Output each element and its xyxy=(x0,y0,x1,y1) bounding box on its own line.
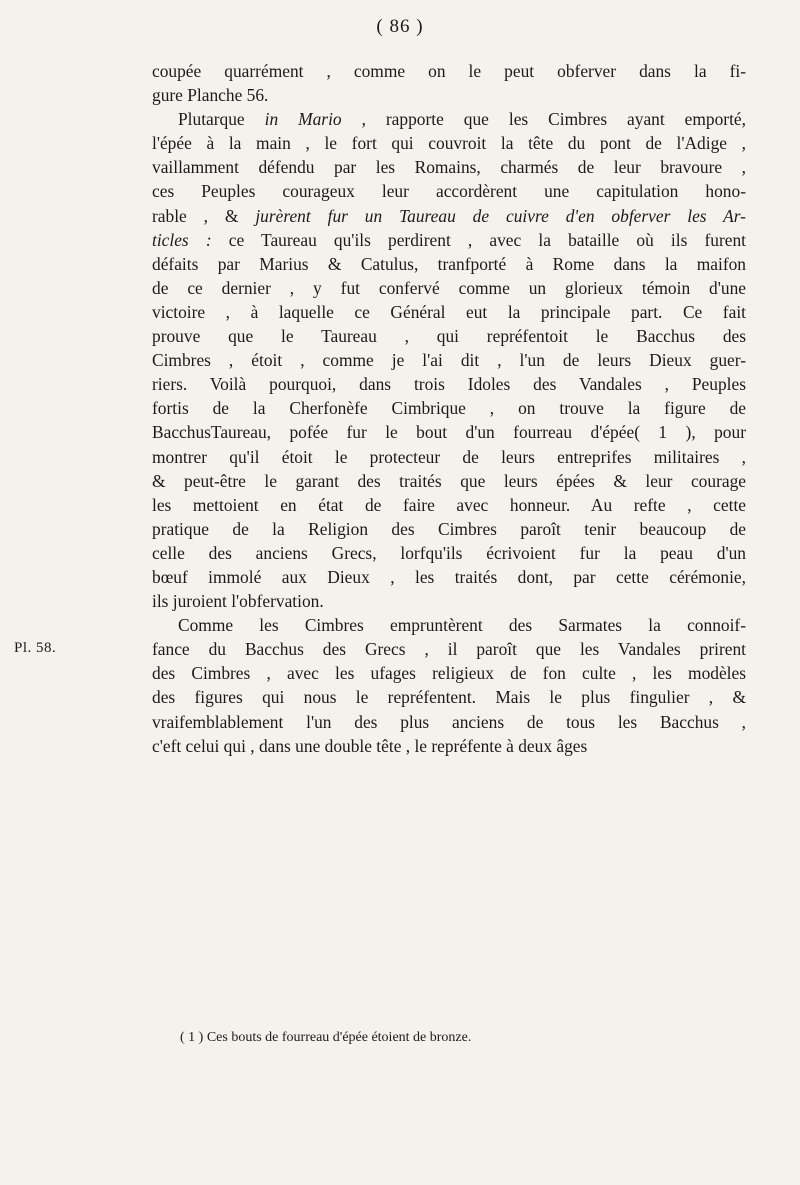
text-line: ticles : ce Taureau qu'ils perdirent , avec la bataille où ils furent xyxy=(152,229,746,250)
text-line: Cimbres , étoit , comme je l'ai dit , l'un de leurs Dieux guer- xyxy=(152,350,746,371)
text-line: Comme les Cimbres empruntèrent des Sarmates la connoif- xyxy=(178,615,746,636)
text-line: montrer qu'il étoit le protecteur de leurs entreprifes militaires , xyxy=(152,446,746,467)
footnote: ( 1 ) Ces bouts de fourreau d'épée étoient de bronze. xyxy=(180,1030,472,1045)
text-line: & peut-être le garant des traités que leurs épées & leur courage xyxy=(152,470,746,491)
text-line: ils juroient l'obfervation. xyxy=(152,591,324,612)
text-line: les mettoient en état de faire avec honneur. Au refte , cette xyxy=(152,494,746,515)
text-line: ces Peuples courageux leur accordèrent une capitulation hono- xyxy=(152,181,746,202)
page-number: ( 86 ) xyxy=(376,16,424,37)
text-line: Plutarque in Mario , rapporte que les Cimbres ayant emporté, xyxy=(178,109,746,130)
body-text xyxy=(152,59,746,758)
text-line: celle des anciens Grecs, lorfqu'ils écrivoient fur la peau d'un xyxy=(152,542,746,563)
text-line: des figures qui nous le repréfentent. Mais le plus fingulier , & xyxy=(152,687,746,708)
text-line: gure Planche 56. xyxy=(152,85,269,106)
text-line: de ce dernier , y fut confervé comme un glorieux témoin d'une xyxy=(152,277,746,298)
text-line: vraifemblablement l'un des plus anciens de tous les Bacchus , xyxy=(152,711,746,732)
text-line: victoire , à laquelle ce Général eut la principale part. Ce fait xyxy=(152,301,746,322)
text-line: rable , & jurèrent fur un Taureau de cuivre d'en obferver les Ar- xyxy=(152,205,746,226)
text-line: pratique de la Religion des Cimbres paroît tenir beaucoup de xyxy=(152,518,746,539)
text-line: des Cimbres , avec les ufages religieux de fon culte , les modèles xyxy=(152,663,746,684)
text-line: c'eft celui qui , dans une double tête , le repréfente à deux âges xyxy=(152,735,588,756)
text-line: prouve que le Taureau , qui repréfentoit le Bacchus des xyxy=(152,326,746,347)
text-line: fortis de la Cherfonèfe Cimbrique , on trouve la figure de xyxy=(152,398,746,419)
text-line: vaillamment défendu par les Romains, charmés de leur bravoure , xyxy=(152,157,746,178)
text-line: fance du Bacchus des Grecs , il paroît que les Vandales prirent xyxy=(152,639,746,660)
text-line: coupée quarrément , comme on le peut obferver dans la fi- xyxy=(152,61,746,81)
text-line: BacchusTaureau, pofée fur le bout d'un fourreau d'épée( 1 ), pour xyxy=(152,422,746,443)
text-line: bœuf immolé aux Dieux , les traités dont, par cette cérémonie, xyxy=(152,566,746,587)
text-line: l'épée à la main , le fort qui couvroit la tête du pont de l'Adige , xyxy=(152,133,746,154)
text-line: défaits par Marius & Catulus, tranfporté à Rome dans la maifon xyxy=(152,253,746,274)
text-line: riers. Voilà pourquoi, dans trois Idoles des Vandales , Peuples xyxy=(152,374,746,395)
margin-note-plate: Pl. 58. xyxy=(14,640,57,656)
